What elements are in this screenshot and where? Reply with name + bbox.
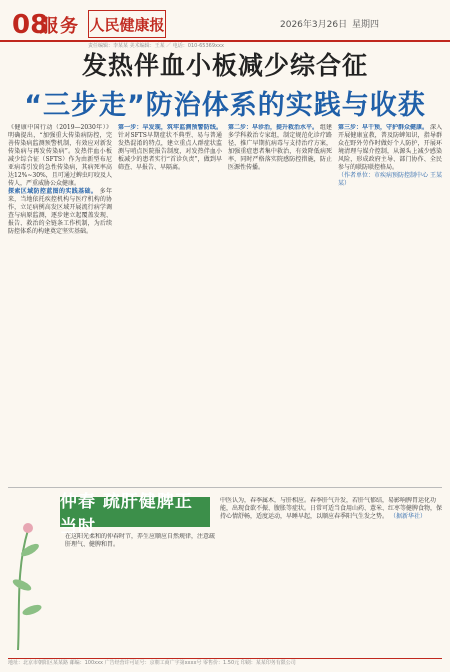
bottom-author: （据新华社）: [389, 513, 426, 520]
bottom-article-body: [220, 497, 442, 653]
section-heading-3: 第二步：早诊治，提升救治水平。: [228, 124, 319, 131]
article-column-3: [228, 124, 332, 484]
section-heading-1: 探索区域防控蓝图的实践基础。: [8, 188, 98, 195]
page-footer: 地址：北京市朝阳区某某路 邮编：100xxx 广告经营许可证号：京朝工商广字第xxxx号 零售价：1.50元 印刷：某某印务有限公司: [8, 658, 442, 669]
article-byline: （作者单位：市疾病预防控制中心 王某某）: [338, 172, 442, 187]
newspaper-logo: 人民健康报: [88, 10, 166, 38]
issue-date: 2026年3月26日: [280, 20, 348, 30]
bottom-lead-text: 在这阳光柔和的仲春时节，养生应顺应自然规律，注意疏肝理气、健脾和胃。: [65, 533, 215, 548]
section-heading-4: 第三步：早干预，守护群众健康。: [338, 124, 429, 131]
page-number: 08: [12, 10, 49, 40]
article-column-4: [338, 124, 442, 484]
article-column-2: [118, 124, 222, 484]
headline-sub: “三步走”防治体系的实践与收获: [24, 90, 426, 121]
plant-illustration: [8, 490, 63, 655]
bottom-article-lead: [65, 533, 215, 653]
section-text-3: 组建多学科救治专家组，制定规范化诊疗路径，推广早期抗病毒与支持治疗方案，加强重症患者集中救治，有效降低病死率，同时严格落实院感防控措施，防止医源性传播。: [228, 124, 332, 171]
section-name: 服务: [40, 16, 80, 37]
headline-main: 发热伴血小板减少综合征: [81, 51, 368, 80]
article-column-1: [8, 124, 112, 484]
section-text-4: 深入开展健康宣教，普及防蜱知识，指导群众在野外劳作时做好个人防护，开展环境清理与媒介控制，从源头上减少感染风险，形成政府主导、部门协作、全民参与的联防联控格局。: [338, 124, 442, 171]
bottom-body-text: 中医认为，春季属木，与肝相应。春季肝气升发，若肝气郁结，易影响脾胃运化功能，出现食欲不振、腹胀等症状。日常可适当食用山药、薏米、红枣等健脾食物，保持心情舒畅，适度运动，早睡早起，以顺应春季阳气生发之势。: [220, 497, 442, 520]
section-heading-2: 第一步：早发现，筑牢监测预警防线。: [118, 124, 222, 131]
article-intro: 《健康中国行动（2019—2030年）》明确提出，“加强重大传染病防控，完善传染病监测预警机制，有效应对新发传染病与再发传染病”。发热伴血小板减少综合征（SFTS）作为由新型布尼亚病毒引发的急性传染病，其病死率高达12%~30%，且可通过蜱虫叮咬及人传人，严重威胁公众健康。: [8, 124, 112, 187]
editor-info: 责任编辑：李某某 美术编辑：王某 ／ 电话：010-65369xxx: [88, 43, 224, 49]
issue-weekday: 星期四: [352, 20, 380, 30]
section-text-1: 多年来，当地依托疾控机构与医疗机构的协作，立足病例高发区域开展流行病学调查与病原监测，逐步建立起覆盖发现、报告、救治的全链条工作机制，为后续防控体系的构建奠定坚实基础。: [8, 188, 112, 235]
section-text-2: 针对SFTS早期症状不典型、易与普通发热混淆的特点，建立重点人群症状监测与哨点医院报告制度，对发热伴血小板减少的患者实行“首诊负责”，做到早筛查、早报告、早隔离。: [118, 132, 222, 171]
bottom-article-title: 仲春 疏肝健脾正当时: [60, 497, 210, 527]
